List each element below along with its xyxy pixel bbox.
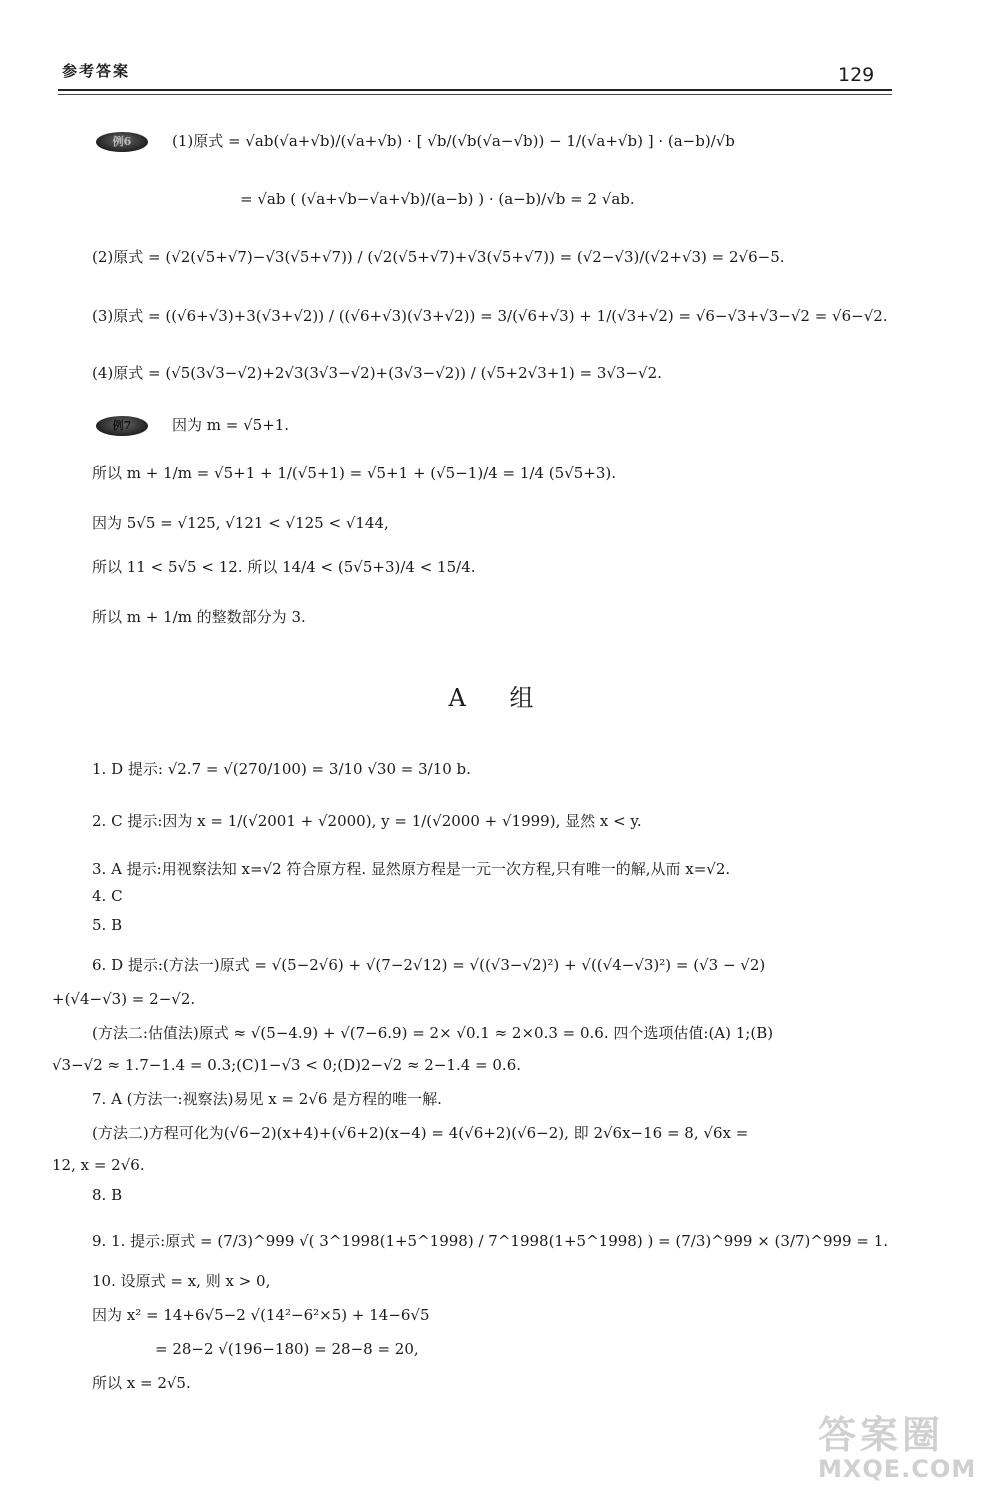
example-6-line-3: (2)原式 = (√2(√5+√7)−√3(√5+√7)) / (√2(√5+√7)+√3(√5+√7)) = (√2−√3)/(√2+√3) = 2√6−5. (92, 248, 785, 266)
header-rule (58, 89, 892, 91)
answer-10-step-1: 因为 x² = 14+6√5−2 √(14²−6²×5) + 14−6√5 (92, 1306, 430, 1324)
answer-2: 2. C 提示:因为 x = 1/(√2001 + √2000), y = 1/(√2000 + √1999), 显然 x < y. (92, 812, 642, 830)
answer-10-result: 所以 x = 2√5. (92, 1374, 191, 1392)
answer-4: 4. C (92, 887, 123, 905)
answer-8: 8. B (92, 1186, 123, 1204)
example-7-line-1: 因为 m = √5+1. (172, 416, 290, 434)
section-label: 参考答案 (62, 62, 131, 80)
header-rule-thin (58, 94, 892, 95)
example-7-line-5: 所以 m + 1/m 的整数部分为 3. (92, 608, 306, 626)
example-7-line-4: 所以 11 < 5√5 < 12. 所以 14/4 < (5√5+3)/4 < 15/4. (92, 558, 476, 576)
answer-10: 10. 设原式 = x, 则 x > 0, (92, 1272, 271, 1290)
example-7-line-3: 因为 5√5 = √125, √121 < √125 < √144, (92, 514, 389, 532)
answer-7: 7. A (方法一:视察法)易见 x = 2√6 是方程的唯一解. (92, 1090, 442, 1108)
answer-6: 6. D 提示:(方法一)原式 = √(5−2√6) + √(7−2√12) = √((√3−√2)²) + √((√4−√3)²) = (√3 − √2) (92, 956, 766, 974)
example-6-line-4: (3)原式 = ((√6+√3)+3(√3+√2)) / ((√6+√3)(√3+√2)) = 3/(√6+√3) + 1/(√3+√2) = √6−√3+√3−√2 = √6−√2. (92, 307, 888, 325)
answer-7-method-2: (方法二)方程可化为(√6−2)(x+4)+(√6+2)(x−4) = 4(√6+2)(√6−2), 即 2√6x−16 = 8, √6x = (92, 1124, 749, 1142)
answer-1: 1. D 提示: √2.7 = √(270/100) = 3/10 √30 = 3/10 b. (92, 760, 471, 778)
example-6-line-5: (4)原式 = (√5(3√3−√2)+2√3(3√3−√2)+(3√3−√2)) / (√5+2√3+1) = 3√3−√2. (92, 364, 662, 382)
answer-10-step-2: = 28−2 √(196−180) = 28−8 = 20, (155, 1340, 419, 1358)
answer-7-cont: 12, x = 2√6. (52, 1156, 145, 1174)
watermark-text: 答案圈 (818, 1413, 945, 1457)
example-7-badge: 例7 (96, 416, 148, 436)
example-6-badge: 例6 (96, 132, 148, 152)
section-title: A 组 (448, 684, 552, 712)
answer-5: 5. B (92, 916, 123, 934)
answer-6-method-2: (方法二:估值法)原式 ≈ √(5−4.9) + √(7−6.9) = 2× √0.1 ≈ 2×0.3 = 0.6. 四个选项估值:(A) 1;(B) (92, 1024, 774, 1042)
example-6-line-2: = √ab ( (√a+√b−√a+√b)/(a−b) ) · (a−b)/√b = 2 √ab. (240, 190, 635, 208)
answer-3: 3. A 提示:用视察法知 x=√2 符合原方程. 显然原方程是一元一次方程,只有唯一的解,从而 x=√2. (92, 860, 731, 878)
watermark-logo (818, 1404, 988, 1486)
answer-6-method-2-cont: √3−√2 ≈ 1.7−1.4 = 0.3;(C)1−√3 < 0;(D)2−√2 ≈ 2−1.4 = 0.6. (52, 1056, 522, 1074)
answer-9: 9. 1. 提示:原式 = (7/3)^999 √( 3^1998(1+5^1998) / 7^1998(1+5^1998) ) = (7/3)^999 × (3/7)^999 = 1. (92, 1232, 889, 1250)
example-7-line-2: 所以 m + 1/m = √5+1 + 1/(√5+1) = √5+1 + (√5−1)/4 = 1/4 (5√5+3). (92, 464, 617, 482)
page-number: 129 (838, 64, 875, 86)
watermark-url: MXQE.COM (818, 1455, 977, 1483)
answer-6-cont: +(√4−√3) = 2−√2. (52, 990, 196, 1008)
example-6-line-1: (1)原式 = √ab(√a+√b)/(√a+√b) · [ √b/(√b(√a−√b)) − 1/(√a+√b) ] · (a−b)/√b (172, 132, 735, 150)
